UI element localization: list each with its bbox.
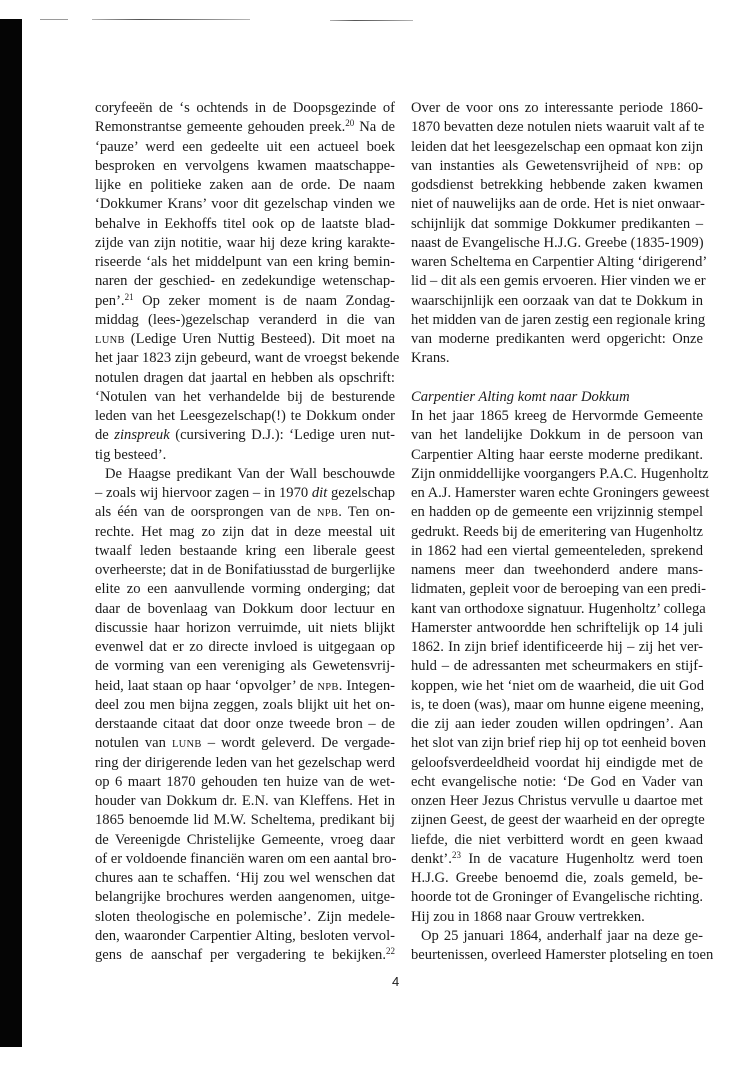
- text-line: H.J.G. Greebe benoemd die, zoals gemeld, be-: [411, 870, 703, 886]
- text-line: notulen van LUNB – wordt geleverd. De vergade-: [95, 735, 395, 752]
- text-line: niet of nauwelijks aan de orde. Het is niet onwaar-: [411, 196, 705, 213]
- text-line: Op 25 januari 1864, anderhalf jaar na deze ge-: [421, 927, 703, 944]
- header-rule-left-long: [92, 19, 250, 20]
- acronym: LUNB: [171, 739, 202, 751]
- text-line: als één van de oorsprongen van de NPB. Ten on-: [95, 504, 395, 521]
- text-line: van instanties als Gewetensvrijheid of NPB: op: [411, 157, 704, 174]
- header-rule-left-short: [40, 19, 68, 20]
- text-line: – zoals wij hiervoor zagen – in 1970 dit gezelschap: [95, 485, 395, 501]
- footnote-ref: 23: [451, 849, 461, 860]
- text-line: op 6 maart 1870 gehouden ten huize van de wet-: [95, 773, 395, 790]
- text-line: 1865 benoemde lid M.W. Scheltema, predikant bij: [95, 812, 395, 829]
- section-heading: Carpentier Alting komt naar Dokkum: [411, 388, 630, 405]
- text-line: of er voldoende financiën waren om een aantal bro-: [95, 850, 397, 867]
- text-line: middag (lees-)gezelschap veranderd in die van: [95, 311, 395, 328]
- text-line: evenwel dat er zo directe invloed is uitgegaan op: [95, 639, 395, 655]
- text-line: Over de voor ons zo interessante periode 1860-: [411, 100, 703, 116]
- text-line: naren der geschied- en zedekundige wetenschap-: [95, 273, 395, 290]
- text-line: den, waaronder Carpentier Alting, besloten vervol-: [95, 927, 395, 944]
- text-line: hoorde tot de Groninger of Evangelische richting.: [411, 889, 703, 906]
- text-line: namens meer dan tweehonderd andere mans-: [411, 562, 703, 578]
- text-line: gedrukt. Reeds bij de emeritering van Hugenholtz: [411, 523, 703, 540]
- text-line: daar de bovenlaag van Dokkum door lectuur en: [95, 600, 395, 617]
- text-line: Krans.: [411, 350, 450, 367]
- text-line: 1862. In zijn brief identificeerde hij – zij het ver-: [411, 639, 703, 655]
- text-line: belangrijke brochures werden aangenomen, uitge-: [95, 889, 395, 906]
- text-line: beurtenissen, overleed Hamerster plotseling en toen: [411, 947, 714, 963]
- text-line: tig besteed’.: [95, 446, 167, 463]
- text-line: denkt’.$^{23}$ In de vacature Hugenholtz werd toen: [411, 849, 703, 867]
- text-line: ring der dirigerende leden van het gezelschap werd: [95, 754, 395, 771]
- text-line: huld – de adressanten met scheurmakers en stijf-: [411, 658, 703, 675]
- text-line: lid – dit als een gemis ervoeren. Hier vinden we er: [411, 273, 706, 290]
- text-line: Hij zou in 1868 naar Grouw vertrekken.: [411, 908, 645, 925]
- right-text-column: [411, 99, 714, 965]
- emphasis: dit: [311, 485, 328, 501]
- text-line: chures aan te schaffen. ‘Hij zou wel wenschen dat: [95, 870, 395, 886]
- text-line: Hamerster antwoordde hen schriftelijk op 14 juli: [411, 619, 703, 636]
- text-line: rechte. Het mag zo zijn dat in deze meestal uit: [95, 523, 395, 540]
- text-line: Remonstrantse gemeente gehouden preek.$^{20}$ Na de: [95, 118, 395, 136]
- footnote-ref: 21: [124, 291, 134, 302]
- text-line: discussie haar horizon verruimde, uit niets blijkt: [95, 619, 395, 636]
- text-line: twaalf leden bestaande kring een liberale geest: [95, 542, 395, 559]
- text-line: het jaar 1823 zijn gebeurd, want de vroegst bekende: [95, 350, 400, 367]
- footnote-ref: 22: [386, 946, 395, 956]
- text-line: elite zo een aanvullende vorming onderging; dat: [95, 581, 395, 598]
- text-line: godsdienst betrekking hebbende zaken kwamen: [411, 177, 703, 193]
- text-line: pen’.$^{21}$ Op zeker moment is de naam Zondag-: [95, 291, 395, 309]
- text-line: van moderne predikanten werd opgericht: Onze: [411, 331, 703, 347]
- text-line: ‘pauze’ werd een gedeelte uit een actueel boek: [95, 138, 395, 155]
- acronym: NPB: [316, 508, 339, 520]
- text-line: deel zou men bijna zeggen, zoals blijkt uit het on-: [95, 696, 395, 713]
- text-line: in 1862 had een viertal gemeenteleden, sprekend: [411, 542, 703, 559]
- text-line: waarschijnlijk een oorzaak van dat te Dokkum in: [411, 292, 703, 309]
- text-line: naast de Evangelische H.J.G. Greebe (1835-1909): [411, 234, 704, 251]
- text-line: zijnen Geest, de geest der waarheid en der opregte: [411, 812, 705, 829]
- text-line: het midden van de jaren zestig een regionale kring: [411, 311, 706, 328]
- text-line: van het landelijke Dokkum in de persoon van: [411, 427, 703, 444]
- text-line: gens de aanschaf per vergadering te bekijken.$^{22}$: [95, 946, 395, 963]
- paragraph-gap: [411, 369, 703, 388]
- text-line: en hadden op de gemeente een vrijzinnig stempel: [411, 504, 703, 521]
- text-line: leiden dat het leesgezelschap een opmaat kon zijn: [411, 138, 703, 155]
- text-line: In het jaar 1865 kreeg de Hervormde Gemeente: [411, 408, 703, 424]
- page-number: 4: [392, 974, 400, 989]
- text-line: die zij aan ieder zouden willen opdringen’. Aan: [411, 716, 703, 732]
- text-line: houder van Dokkum dr. E.N. van Kleffens. Het in: [95, 793, 395, 809]
- acronym: LUNB: [95, 335, 125, 346]
- text-line: de vorming van een vereniging als Gewetensvrij-: [95, 658, 395, 675]
- footnote-ref: 20: [345, 118, 355, 129]
- text-line: riseerde ‘als het middelpunt van een kring bemin-: [95, 254, 395, 270]
- acronym: NPB: [655, 161, 677, 173]
- text-line: behalve in Eekhoffs titel ook op de laatste blad-: [95, 215, 395, 232]
- header-rule-right: [330, 20, 413, 21]
- text-line: heid, laat staan op haar ‘opvolger’ de NPB. Integen-: [95, 677, 395, 694]
- text-line: schijnlijk dat sommige Dokkumer predikanten –: [411, 215, 703, 232]
- text-line: leden van het Leesgezelschap(!) te Dokkum onder: [95, 408, 395, 424]
- text-line: geloofsverdeeldheid voordat hij eindigde met de: [411, 754, 703, 771]
- text-line: notulen dragen dat jaartal en hebben als opschrift:: [95, 369, 395, 386]
- left-text-column: [95, 99, 400, 965]
- text-line: lijke en politieke zaken aan de orde. De naam: [95, 177, 395, 193]
- text-line: ‘Dokkumer Krans’ voor dit gezelschap vinden we: [95, 196, 395, 213]
- text-line: liefde, die niet verbitterd wordt en geen kwaad: [411, 831, 703, 848]
- text-line: zijde van zijn notitie, waar hij deze kring karakte-: [95, 234, 395, 251]
- text-line: echt evangelische notie: ‘De God en Vader van: [411, 773, 703, 790]
- text-line: de Vereenigde Christelijke Gemeente, vroeg daar: [95, 831, 395, 848]
- text-line: ‘Notulen van het verhandelde bij de besturende: [95, 388, 395, 405]
- text-line: overheerste; dat in de Bonifatiusstad de burgerlijke: [95, 562, 395, 578]
- text-line: onzen Heer Jezus Christus vervulle u daartoe met: [411, 793, 703, 809]
- text-line: waren Scheltema en Carpentier Alting ‘dirigerend’: [411, 254, 708, 270]
- text-line: lidmaten, gepleit voor de beroeping van een predi-: [411, 581, 707, 598]
- text-line: de zinspreuk (cursivering D.J.): ‘Ledige uren nut-: [95, 427, 395, 444]
- text-line: Carpentier Alting haar eerste moderne predikant.: [411, 446, 703, 463]
- text-line: sloten theologische en polemische’. Zijn medele-: [95, 908, 395, 925]
- text-line: 1870 bevatten deze notulen niets waaruit valt af te: [411, 119, 705, 136]
- text-line: LUNB (Ledige Uren Nuttig Besteed). Dit moet na: [95, 331, 395, 347]
- text-line: Zijn onmiddellijke voorgangers P.A.C. Hugenholtz: [411, 465, 709, 482]
- text-line: derstaande citaat dat door onze tweede bron – de: [95, 716, 395, 732]
- text-line: het slot van zijn brief riep hij op tot eenheid boven: [411, 735, 707, 752]
- emphasis: zinspreuk: [114, 427, 170, 444]
- text-line: kant van orthodoxe signatuur. Hugenholtz’ collega: [411, 600, 706, 617]
- text-line: is, te doen (was), maar om hunne eigene meening,: [411, 696, 704, 713]
- acronym: NPB: [317, 681, 339, 693]
- text-line: besproken en vervolgens kwamen maatschappe-: [95, 157, 395, 174]
- text-line: koppen, wie het ‘niet om de waarheid, die uit God: [411, 677, 705, 694]
- text-line: en A.J. Hamerster waren echte Groningers geweest: [411, 485, 710, 501]
- scan-edge-bar: [0, 19, 22, 1047]
- text-line: coryfeeën de ‘s ochtends in de Doopsgezinde of: [95, 100, 395, 116]
- text-line: De Haagse predikant Van der Wall beschouwde: [105, 465, 395, 482]
